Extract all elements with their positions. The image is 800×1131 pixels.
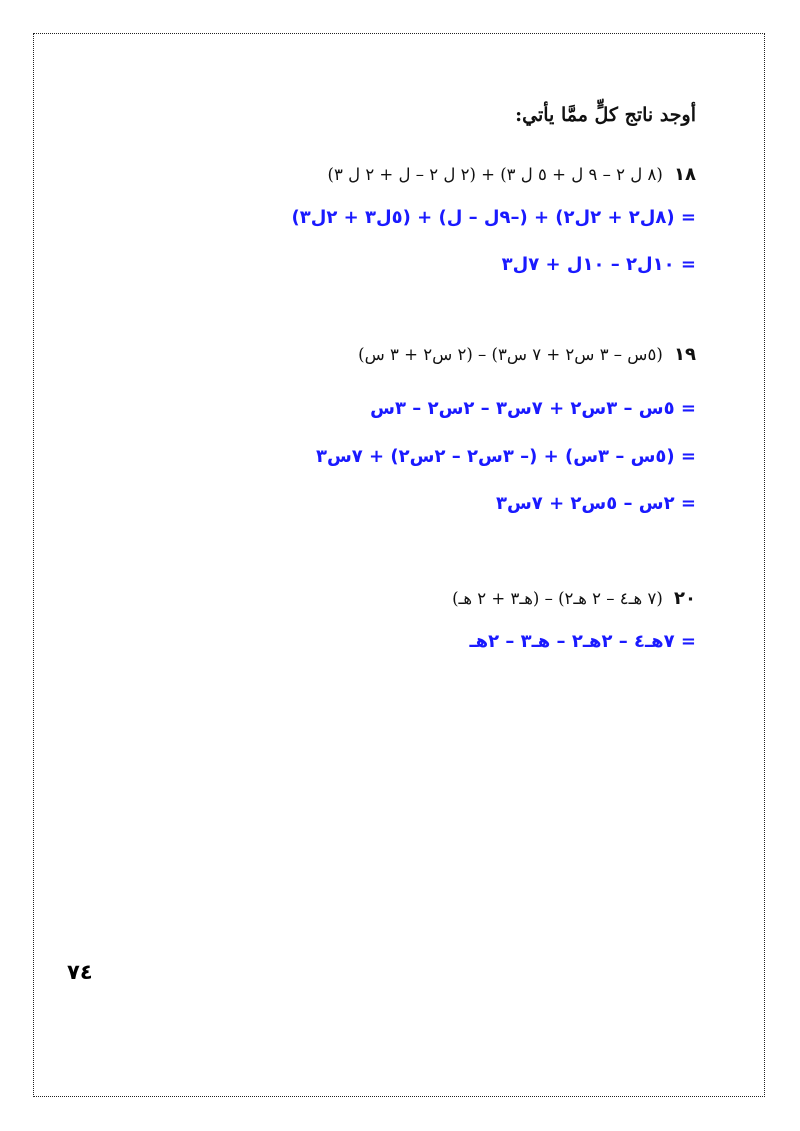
solution-step: = (٥س – ٣س) + (– ٣س٢ – ٢س٢) + ٧س٣ [315, 446, 696, 467]
problem-20 [452, 588, 696, 609]
solution-step: = ١٠ل٢ – ١٠ل + ٧ل٣ [501, 254, 696, 275]
problem-number: ١٩ [674, 344, 696, 365]
problem-number: ٢٠ [674, 588, 696, 609]
solution-step: = ٧هـ٤ – ٢هـ٢ – هـ٣ – ٢هـ [469, 631, 696, 652]
solution-step: = (٨ل٢ + ٢ل٢) + (–٩ل – ل) + (٥ل٣ + ٢ل٣) [291, 207, 696, 228]
solution-step: = ٥س – ٣س٢ + ٧س٣ – ٢س٢ – ٣س [370, 398, 696, 419]
problem-expression: (٥س – ٣ س٢ + ٧ س٣) – (٢ س٢ + ٣ س) [358, 345, 663, 364]
problem-expression: (٨ ل ٢ – ٩ ل + ٥ ل ٣) + (٢ ل ٢ – ل + ٢ ل ٣) [327, 165, 663, 184]
exercise-heading: أوجد ناتج كلٍّ ممَّا يأتي: [515, 104, 696, 126]
page-border [33, 33, 765, 1097]
problem-18 [328, 164, 696, 185]
problem-expression: (٧ هـ٤ – ٢ هـ٢) – (هـ٣ + ٢ هـ) [452, 589, 663, 608]
solution-step: = ٢س – ٥س٢ + ٧س٣ [495, 493, 696, 514]
problem-19 [358, 344, 696, 365]
problem-number: ١٨ [674, 164, 696, 185]
page-number: ٧٤ [67, 960, 93, 984]
